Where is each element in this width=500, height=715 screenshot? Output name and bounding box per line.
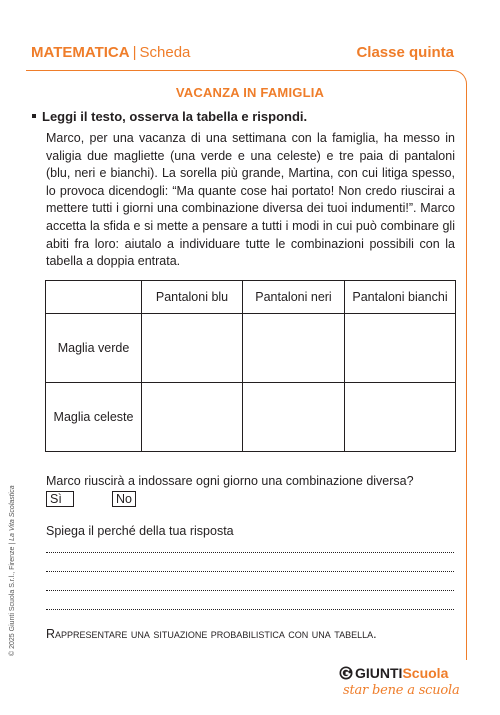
- learning-objective: Rappresentare una situazione probabilistica con una tabella.: [46, 627, 377, 641]
- subject-label: MATEMATICA: [31, 44, 130, 61]
- header-separator: |: [132, 44, 137, 61]
- copyright-notice: [9, 485, 16, 656]
- publisher-logo: [339, 665, 469, 705]
- column-header: Pantaloni bianchi: [345, 281, 456, 314]
- answer-line[interactable]: [46, 609, 454, 610]
- column-header: Pantaloni blu: [142, 281, 243, 314]
- table-header-row: [46, 281, 456, 314]
- table-cell[interactable]: [243, 314, 345, 383]
- table-cell[interactable]: [142, 383, 243, 452]
- explain-prompt: Spiega il perché della tua risposta: [46, 524, 234, 538]
- table-corner-cell: [46, 281, 142, 314]
- instruction: [32, 109, 307, 124]
- brand-part1: GIUNTI: [355, 665, 403, 681]
- answer-line[interactable]: [46, 571, 454, 572]
- double-entry-table: [45, 280, 456, 452]
- brand-name: [355, 665, 448, 681]
- header-subject: [31, 44, 190, 61]
- table-cell[interactable]: [243, 383, 345, 452]
- table-cell[interactable]: [142, 314, 243, 383]
- bullet-icon: [32, 114, 36, 118]
- giunti-g-icon: [339, 666, 353, 680]
- question-text: Marco riuscirà a indossare ogni giorno una combinazione diversa?: [46, 474, 414, 488]
- column-header: Pantaloni neri: [243, 281, 345, 314]
- row-header: Maglia celeste: [46, 383, 142, 452]
- instruction-text: Leggi il testo, osserva la tabella e rispondi.: [42, 109, 308, 124]
- class-level: Classe quinta: [356, 44, 454, 61]
- table-cell[interactable]: [345, 383, 456, 452]
- table-row: [46, 383, 456, 452]
- worksheet-title: VACANZA IN FAMIGLIA: [175, 85, 325, 100]
- answer-line[interactable]: [46, 552, 454, 553]
- table-row: [46, 314, 456, 383]
- copyright-text: © 2025 Giunti Scuola S.r.l., Firenze |: [9, 540, 16, 656]
- brand-part2: Scuola: [402, 665, 449, 681]
- story-paragraph: Marco, per una vacanza di una settimana con la famiglia, ha messo in valigia due magliette (una verde e una celeste) e tre paia di pantaloni (blu, neri e bianchi). La sorella più grande, Martina, con cui litiga spesso, lo provoca dicendogli: “Ma quante cose hai portato! Non credo riuscirai a mettere tutti i giorni una combinazione diversa dei tuoi indumenti!”. Marco accetta la sfida e si mette a pensare a tutti i modi in cui può combinare gli abiti fra loro: aiutalo a individuare tutte le combinazioni possibili con la tabella a doppia entrata.: [46, 131, 455, 269]
- yes-choice-box[interactable]: Sì: [46, 491, 74, 507]
- no-choice-box[interactable]: No: [112, 491, 136, 507]
- magazine-name: La Vita Scolastica: [9, 485, 16, 541]
- answer-line[interactable]: [46, 590, 454, 591]
- row-header: Maglia verde: [46, 314, 142, 383]
- table-cell[interactable]: [345, 314, 456, 383]
- brand-tagline: star bene a scuola: [343, 683, 460, 698]
- section-label: Scheda: [139, 44, 191, 61]
